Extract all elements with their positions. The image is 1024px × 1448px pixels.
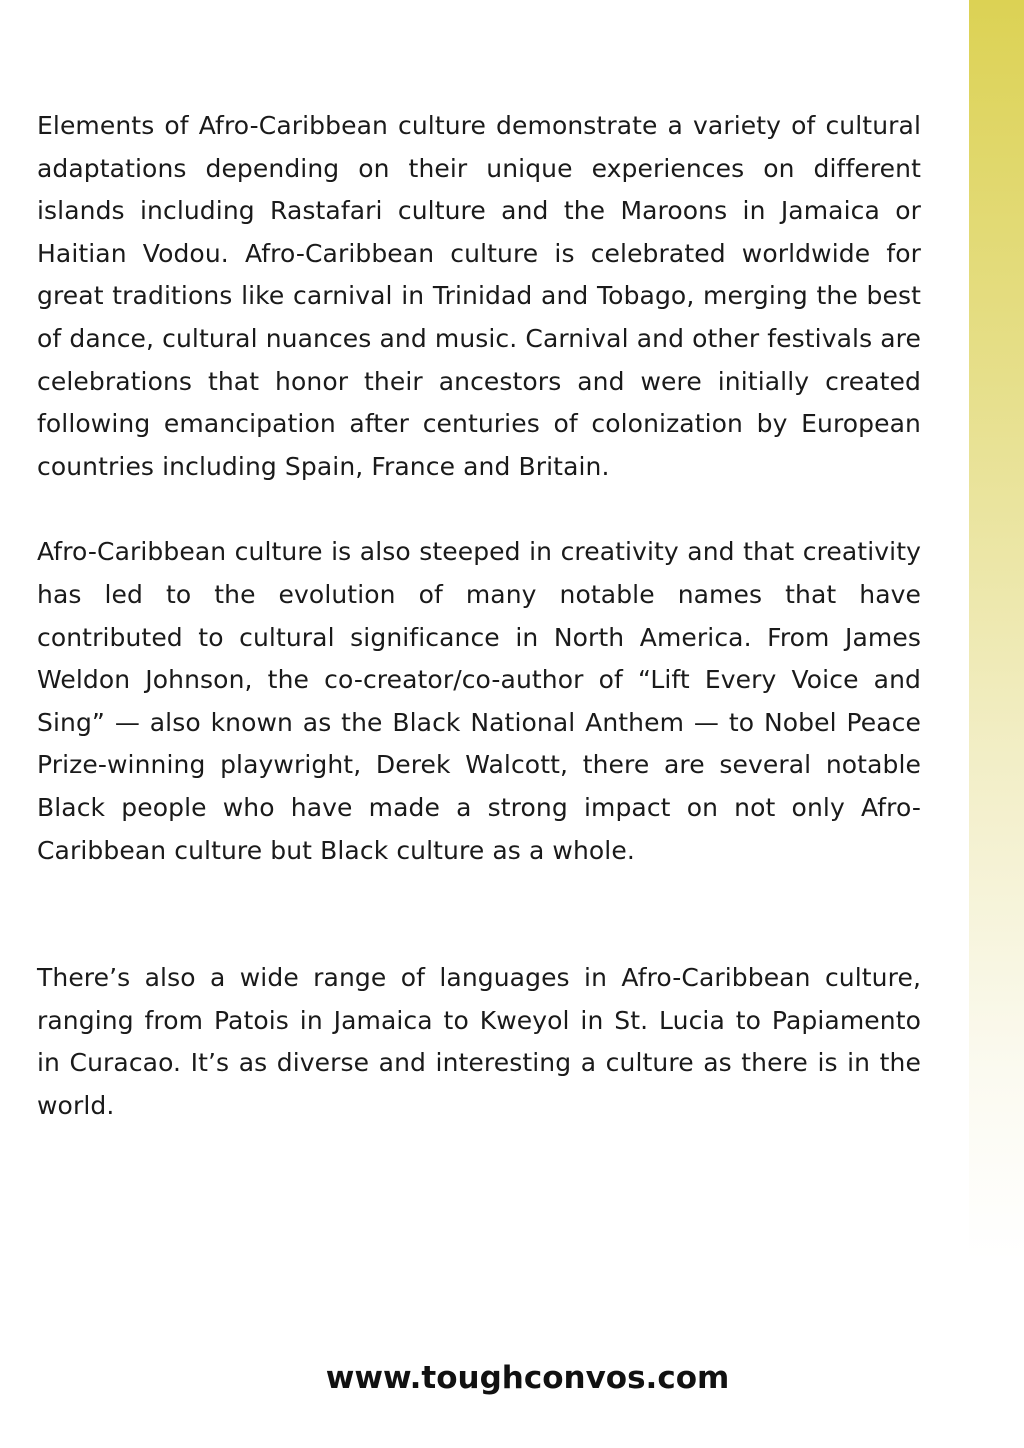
decorative-side-band [969,0,1024,1260]
article-body [37,105,921,1127]
paragraph-afro-caribbean-culture: Elements of Afro-Caribbean culture demonstrate a variety of cultural adaptations depending on their unique experiences on different islands including Rastafari culture and the Maroons in Jamaica or Haitian Vodou. Afro-Caribbean culture is celebrated worldwide for great traditions like carnival in Trinidad and Tobago, merging the best of dance, cultural nuances and music. Carnival and other festivals are celebrations that honor their ancestors and were initially created following emancipation after centuries of colonization by European countries including Spain, France and Britain. [37,111,921,481]
paragraph-creativity: Afro-Caribbean culture is also steeped in creativity and that creativity has led to the evolution of many notable names that have contributed to cultural significance in North America. From James Weldon Johnson, the co-creator/co-author of “Lift Every Voice and Sing” — also known as the Black National Anthem — to Nobel Peace Prize-winning playwright, Derek Walcott, there are several notable Black people who have made a strong impact on not only Afro-Caribbean culture but Black culture as a whole. [37,537,921,865]
website-url[interactable]: www.toughconvos.com [325,1360,730,1396]
paragraph-languages: There’s also a wide range of languages in Afro-Caribbean culture, ranging from Patois in Jamaica to Kweyol in St. Lucia to Papiamento in Curacao. It’s as diverse and interesting a culture as there is in the world. [37,963,921,1120]
